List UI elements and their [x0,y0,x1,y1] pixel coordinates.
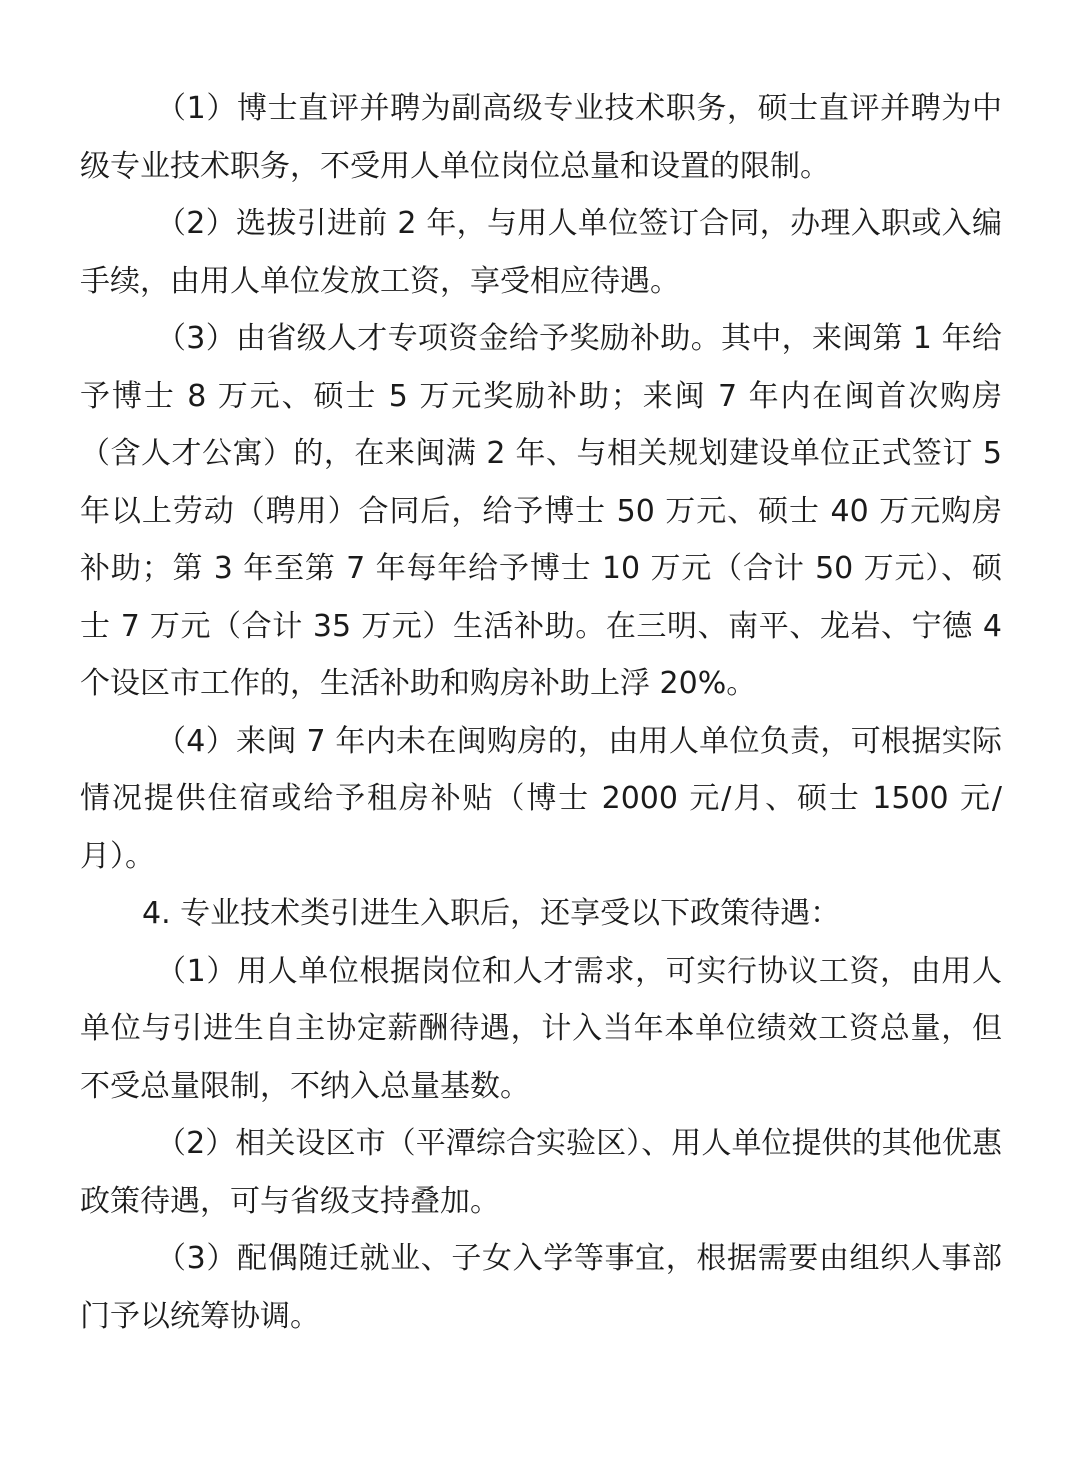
paragraph-provincial-talent-subsidy: （3）由省级人才专项资金给予奖励补助。其中，来闽第 1 年给予博士 8 万元、硕士 5 万元奖励补助；来闽 7 年内在闽首次购房（含人才公寓）的，在来闽满 2 年、与相关规划建设单位正式签订 5 年以上劳动（聘用）合同后，给予博士 50 万元、硕士 40 万元购房补助；第 3 年至第 7 年每年给予博士 10 万元（合计 50 万元）、硕士 7 万元（合计 35 万元）生活补助。在三明、南平、龙岩、宁德 4 个设区市工作的，生活补助和购房补助上浮 20%。 [80,321,1002,701]
paragraph-pre-introduction-contract: （2）选拔引进前 2 年，与用人单位签订合同，办理入职或入编手续，由用人单位发放工资，享受相应待遇。 [80,206,1002,299]
paragraph-stacked-local-benefits: （2）相关设区市（平潭综合实验区）、用人单位提供的其他优惠政策待遇，可与省级支持叠加。 [80,1126,1002,1219]
paragraph-housing-rent-subsidy: （4）来闽 7 年内未在闽购房的，由用人单位负责，可根据实际情况提供住宿或给予租房补贴（博士 2000 元/月、硕士 1500 元/月）。 [80,723,1002,874]
policy-text-body [80,80,1002,1345]
paragraph-doctor-master-title-evaluation: （1）博士直评并聘为副高级专业技术职务，硕士直评并聘为中级专业技术职务，不受用人单位岗位总量和设置的限制。 [80,91,1002,184]
paragraph-negotiated-salary: （1）用人单位根据岗位和人才需求，可实行协议工资，由用人单位与引进生自主协定薪酬待遇，计入当年本单位绩效工资总量，但不受总量限制，不纳入总量基数。 [80,953,1002,1104]
section-heading-professional-benefits: 4. 专业技术类引进生入职后，还享受以下政策待遇： [142,896,841,931]
paragraph-family-coordination: （3）配偶随迁就业、子女入学等事宜，根据需要由组织人事部门予以统筹协调。 [80,1241,1002,1334]
